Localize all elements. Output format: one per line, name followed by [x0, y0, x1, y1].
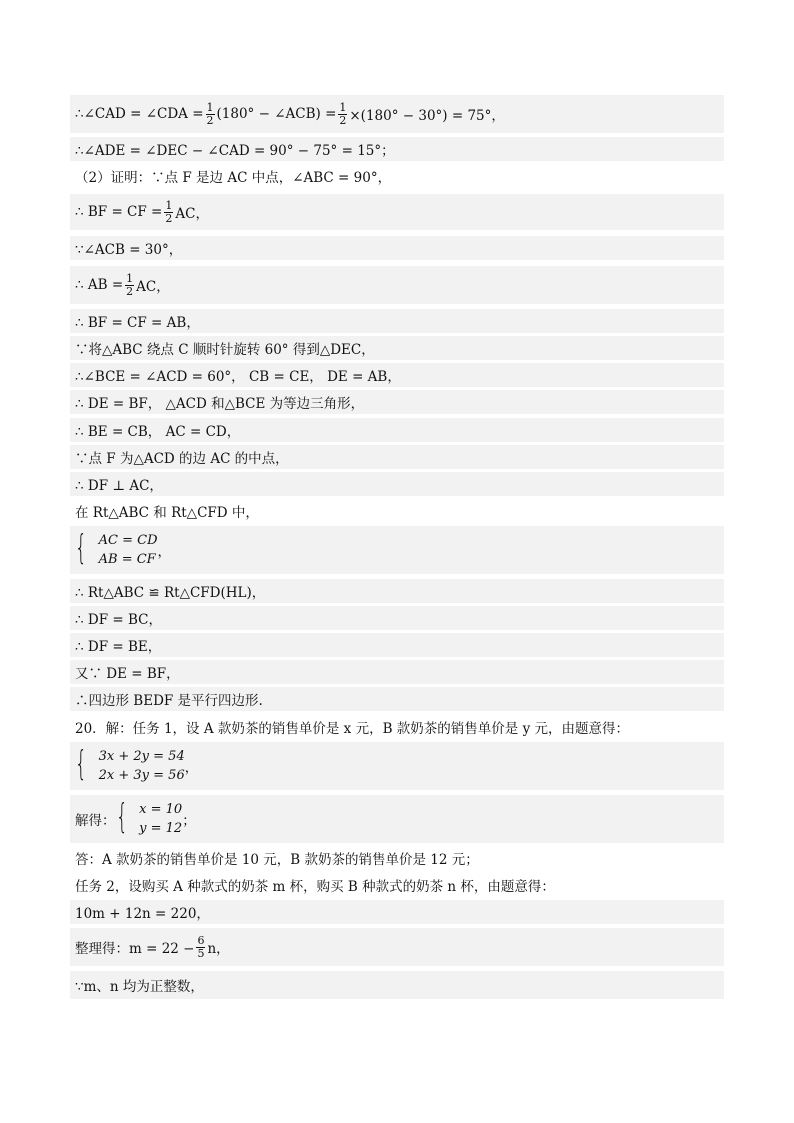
- fraction-denominator: 2: [165, 211, 173, 225]
- solution-line-26: [70, 900, 724, 924]
- fraction-numerator: 1: [165, 198, 173, 212]
- line-text: 任务 2，设购买 A 种款式的奶茶 m 杯，购买 B 种款式的奶茶 n 杯，由题意得：: [75, 879, 555, 895]
- solution-line-19: [70, 660, 724, 684]
- line-text: ∴四边形 BEDF 是平行四边形.: [75, 693, 263, 709]
- line-text: ∴ Rt△ABC ≌ Rt△CFD(HL)，: [75, 585, 266, 601]
- line-text: 又∵ DE = BF，: [75, 666, 180, 682]
- line-text: ×(180° − 30°) = 75°，: [349, 108, 505, 124]
- line-text: ∵将△ABC 绕点 C 顺时针旋转 60° 得到△DEC，: [75, 342, 375, 358]
- solution-line-4: [70, 194, 724, 230]
- solution-line-15: [70, 526, 724, 574]
- line-text: ∴ AB =: [75, 277, 124, 293]
- solution-line-9: [70, 363, 724, 387]
- line-text: ∴∠CAD = ∠CDA =: [75, 106, 204, 122]
- solution-line-13: [70, 472, 724, 496]
- line-text: 20．解：任务 1，设 A 款奶茶的销售单价是 x 元，B 款奶茶的销售单价是 y 元，由题意得：: [75, 721, 630, 737]
- fraction-numerator: 6: [197, 933, 205, 947]
- solution-line-10: [70, 390, 724, 414]
- solution-line-20: [70, 687, 724, 711]
- solution-line-8: [70, 336, 724, 360]
- line-text: (180° − ∠ACB) =: [216, 106, 337, 122]
- fraction-denominator: 5: [197, 946, 205, 960]
- fraction-numerator: 1: [206, 100, 214, 114]
- problem-20-heading: [70, 715, 724, 739]
- fraction-denominator: 2: [339, 113, 347, 127]
- line-text: ∴ DF ⊥ AC，: [75, 478, 163, 494]
- solution-line-2: [70, 137, 724, 161]
- line-text: ；: [182, 813, 196, 829]
- solution-line-24: [70, 846, 724, 870]
- line-text: n，: [207, 941, 230, 957]
- solution-line-3: [70, 164, 724, 188]
- solution-line-1: [70, 95, 724, 133]
- equation-system: [115, 797, 183, 838]
- line-text: ∴ DE = BF， △ACD 和△BCE 为等边三角形，: [75, 396, 365, 412]
- fraction: [206, 102, 215, 126]
- line-text: ∴ BF = CF =: [75, 204, 163, 220]
- solution-line-23: [70, 795, 724, 843]
- system-row: y = 12: [139, 821, 183, 836]
- brace-icon: {: [75, 744, 87, 784]
- line-text: ∴∠BCE = ∠ACD = 60°， CB = CE， DE = AB，: [75, 369, 401, 385]
- fraction-denominator: 2: [126, 284, 134, 298]
- line-text: ∴ BE = CB， AC = CD，: [75, 424, 241, 440]
- fraction-numerator: 1: [339, 100, 347, 114]
- system-row: 2x + 3y = 56: [98, 768, 185, 783]
- line-text: 解得：: [75, 813, 116, 829]
- solution-line-5: [70, 236, 724, 260]
- fraction: [164, 200, 173, 224]
- line-text: 整理得：m = 22 −: [75, 941, 195, 957]
- system-row: AC = CD: [98, 533, 158, 548]
- line-text: （2）证明：∵点 F 是边 AC 中点，∠ABC = 90°，: [75, 170, 392, 186]
- fraction: [338, 102, 347, 126]
- solution-line-7: [70, 309, 724, 333]
- system-row: 3x + 2y = 54: [98, 749, 185, 764]
- line-text: 在 Rt△ABC 和 Rt△CFD 中，: [75, 505, 259, 521]
- solution-line-25: [70, 873, 724, 897]
- solution-line-14: [70, 499, 724, 523]
- line-text: AC，: [136, 279, 170, 295]
- fraction: [196, 935, 205, 959]
- solution-line-18: [70, 633, 724, 657]
- line-text: 10m + 12n = 220，: [75, 906, 210, 922]
- line-text: ，: [184, 760, 199, 776]
- fraction: [125, 273, 134, 297]
- line-text: ∵m、n 均为正整数，: [75, 979, 204, 995]
- line-text: ∵点 F 为△ACD 的边 AC 的中点，: [75, 451, 289, 467]
- solution-line-17: [70, 606, 724, 630]
- line-text: ∴ BF = CF = AB，: [75, 315, 200, 331]
- solution-line-16: [70, 579, 724, 603]
- system-row: x = 10: [139, 802, 183, 817]
- brace-icon: {: [75, 528, 87, 568]
- line-text: ，: [157, 544, 172, 560]
- line-text: AC，: [175, 206, 209, 222]
- line-text: ∴ DF = BE，: [75, 639, 162, 655]
- solution-line-11: [70, 418, 724, 442]
- line-text: ∴ DF = BC，: [75, 612, 162, 628]
- solution-line-22: [70, 742, 724, 790]
- equation-system: [75, 744, 185, 785]
- fraction-numerator: 1: [126, 271, 134, 285]
- line-text: ∵∠ACB = 30°，: [75, 242, 183, 258]
- solution-line-27: [70, 928, 724, 966]
- solution-line-6: [70, 266, 724, 304]
- fraction-denominator: 2: [206, 113, 214, 127]
- solution-line-12: [70, 445, 724, 469]
- solution-line-28: [70, 971, 724, 999]
- system-row: AB = CF: [98, 552, 156, 567]
- brace-icon: {: [115, 797, 128, 837]
- equation-system: [75, 528, 158, 569]
- line-text: 答：A 款奶茶的销售单价是 10 元，B 款奶茶的销售单价是 12 元；: [75, 852, 479, 868]
- line-text: ∴∠ADE = ∠DEC − ∠CAD = 90° − 75° = 15°；: [75, 143, 395, 159]
